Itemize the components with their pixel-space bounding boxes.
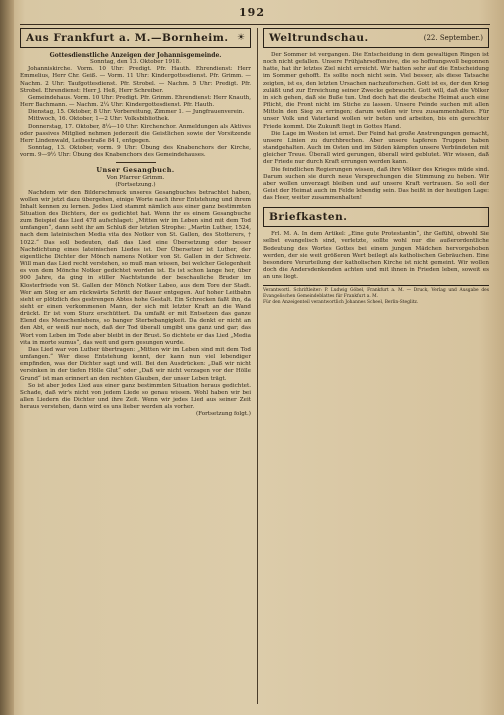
separator <box>116 162 156 163</box>
footer-rule <box>263 285 489 286</box>
mittwoch-announcement: Mittwoch, 16. Oktober, 1—2 Uhr: Volksbibliothek. <box>28 116 170 123</box>
to-be-continued: (Fortsetzung folgt.) <box>195 411 251 418</box>
publisher-footer <box>263 288 489 305</box>
sonntag-announcement: Sonntag, 13. Oktober, vorm. 9 Uhr: Übung des Knabenchors der Kirche, vorm. 9—9½ Uhr: Übung des Knabenchors des Gemeindehauses. <box>20 145 251 159</box>
article-paragraph-3: So ist aber jedes Lied aus einer ganz bestimmten Situation heraus gedichtet. Schade, daß wir's nicht von jedem Liede so genau wissen. Wohl haben wir bei allen Liedern die Dichter und ihre Zeit. Wenn wir jedes Lied aus seiner Zeit heraus verstehen, dann wird es uns lieber werden als vorher. <box>20 382 251 411</box>
world-paragraph-3: Die feindlichen Regierungen wissen, daß ihre Völker des Krieges müde sind. Darum suchen sie durch neue Versprechungen die Stimmung zu heben. Wir aber wollen unverzagt bleiben und auf unsere Kraft vertrauen. So soll der Geist der Heimat auch im Felde lebendig sein. Das heißt in der heutigen Lage: das Heer, weiter zusammenhalten! <box>263 166 489 202</box>
article-author: Von Pfarrer Grimm. <box>106 175 165 182</box>
service-gemeindehaus: Gemeindehaus. Vorm. 10 Uhr: Predigt. Pfr. Grimm. Ehrendienst: Herr Knauth, Herr Bachmann. — Nachm. 2¼ Uhr: Kindergottesdienst. Pfr. Hauth. <box>20 94 251 109</box>
right-column <box>263 28 489 708</box>
donnerstag-announcement: Donnerstag, 17. Oktober, 8¼—10 Uhr: Kirchenchor. Anmeldungen als Aktives oder passives Mitglied nehmen jederzeit die Geistlichen sowie der Vorsitzende Herr Lindenwald, Leibestraße 84 I, entgegen. <box>20 123 251 144</box>
section-header-frankfurt <box>20 28 251 48</box>
article-title: Unser Gesangbuch. <box>96 166 175 175</box>
world-paragraph-1: Der Sommer ist vergangen. Die Entscheidung in dem gewaltigen Ringen ist noch nicht gefallen. Unsere Frühjahrsoffensive, die so hoffnungsvoll begonnen hatte, hat ihr letztes Ziel nicht erreicht. Wir hatten sehr auf die Entscheidung im Sommer gehofft. Es sollte noch nicht sein. Viel besser, als diese Tatsache zeigten, ist es, den letzten Ursachen nachzuforschen. Gott ist es, der den Krieg zuläßt und zur Erreichung seiner Zwecke gebraucht. Gott will, daß die Völker in sich gehen, daß sie Buße tun. Und doch hat die deutsche Heimat auch eine Pflicht, die Front nicht im Stiche zu lassen. Unsere Feinde suchen mit allen Mitteln den Sieg zu erringen; darum wollen wir treu zusammenhalten. Für unser Volk und Vaterland wollen wir beten und arbeiten, bis ein gerechter Friede kommt. Die Zukunft liegt in Gottes Hand. <box>263 52 489 130</box>
service-johanniskirche: Johanniskirche. Vorm. 10 Uhr: Predigt. Pfr. Hauth. Ehrendienst: Herr Emmelius, Herr Chr. Geiß. — Vorm. 11 Uhr: Kindergottesdienst. Pfr. Grimm. — Nachm. 2 Uhr: Taufgottesdienst. Pfr. Strobel. — Nachm. 5 Uhr: Predigt. Pfr. Strobel. Ehrendienst: Herr J. Heß, Herr Schreiber. <box>20 66 251 94</box>
section-header-briefkasten <box>263 207 489 227</box>
section-title: Briefkasten. <box>269 211 348 224</box>
letters-text: Frl. M. A. In dem Artikel: „Eine gute Protestantin“, ihr Gefühl, obwohl Sie selbst evangelisch sind, verletzte, sollte wohl nur die außerordentliche Bedeutung des Wortes Gottes bei einem jungen Mädchen hervorgehoben werden, der sie weit größeren Wert beilegt als katholischen Gebräuchen. Eine besondere Verurteilung der katholischen Kirche ist nicht gemeint. Wir wollen doch die Andersdenkenden achten und mit ihnen in Frieden leben, soweit es an uns liegt. <box>263 231 489 281</box>
column-divider <box>257 28 258 704</box>
footer-line-1: Verantwortl. Schriftleiter: P. Ludwig Göbel, Frankfurt a. M. — Druck, Verlag und Ausgabe des Evangelischen Gemeindeblattes für Frankfurt a. M. <box>263 288 489 299</box>
section-title: Weltrundschau. <box>269 32 369 44</box>
book-binding <box>0 0 14 715</box>
top-rule <box>20 24 490 25</box>
footer-line-2: Für den Anzeigenteil verantwortlich Johannes Scheel, Berlin-Steglitz. <box>263 299 419 305</box>
section-date: (22. September.) <box>423 34 483 42</box>
article-paragraph-2: Das Lied war von Luther übertragen: „Mitten wir im Leben sind mit dem Tod umfangen.“ Wer diese Entstehung kennt, der kann nun viel lebendiger empfinden, was der Dichter sagt und will. Bei den Ausdrücken: „Daß wir nicht versinken in der tiefen Hölle Glut“ oder „Daß wir nicht verzagen vor der Hölle Grund“ ist man erinnert an den rechten Glauben, der unser Leben trägt. <box>20 346 251 382</box>
left-column <box>20 28 251 708</box>
article-continued-marker: (Fortsetzung.) <box>115 182 156 189</box>
sun-ornament-icon: ☀ <box>236 33 245 43</box>
announce-title: Gottesdienstliche Anzeigen der Johannisgemeinde. <box>49 52 222 59</box>
week-announcement: Dienstag, 15. Oktober, 8 Uhr: Vorbereitung, Zimmer 1. — Jungfrauenverein. <box>28 109 245 116</box>
world-paragraph-2: Die Lage im Westen ist ernst. Der Feind hat große Anstrengungen gemacht, unsere Linien zu durchbrechen. Aber unsere tapferen Truppen haben standgehalten. Auch im Osten und im Süden kämpfen unsere Verbündeten mit gleicher Treue. Überall wird gerungen, überall wird geblutet. Wir wissen, daß der Friede nur durch Kraft errungen werden kann. <box>263 130 489 166</box>
section-title: Aus Frankfurt a. M.—Bornheim. <box>26 32 229 44</box>
announce-date: Sonntag, den 13. Oktober 1918. <box>89 59 182 66</box>
section-header-weltrundschau <box>263 28 489 48</box>
article-paragraph-1: Nachdem wir den Bilderschmuck unseres Gesangbuches betrachtet haben, wollen wir jetzt dazu übergehen, einige Worte nach ihrer Entstehung und ihrem Inhalt kennen zu lernen. Jedes Lied stammt nämlich aus einer ganz bestimmten Situation des Dichters, der es gedichtet hat. Wenn ihr es einem Gesangbuche zum Beispiel das Lied 478 aufschlaget: „Mitten wir im Leben sind mit dem Tod umfangen“, dann seht ihr am Schluß der letzten Strophe: „Martin Luther, 1524, nach dem lateinischen Media vita des Notker von St. Gallen, des Stotterers, † 1022.“ Das soll bedeuten, daß das Lied eine Übersetzung oder besser Nachdichtung eines lateinischen Liedes ist. Der Übersetzer ist Luther, der eigentliche Dichter der Mönch namens Notker von St. Gallen in der Schweiz. Will man das Lied recht verstehen, so muß man wissen, bei welcher Gelegenheit es von dem Mönche Notker gedichtet worden ist. Es ist schon lange her, über 900 Jahre, da ging in stiller Nachtstunde der beschauliche Bruder im Klosterfriede von St. Gallen der Mönch Notker Labeo, aus dem Tore der Stadt. Wer am Steg er am rückwärts Schritt der Bauer entgegen. Auf hoher Leitbahn sieht er plötzlich des gestrengen Abtes hohe Gestalt. Ein Schrecken faßt ihn, da sieht er einen verkommenen Mann, der sich mit letzter Kraft an die Wand drückt. Er ist vom Sturz erschüttert. Da umfaßt er mit Entsetzen das ganze Elend des Menschenlebens, so banger Sterbebangigkeit. Da denkt er nicht an den Abt, er weiß nur noch, daß der Tod überall umgibt uns ganz und gar; das Wort vom Leben im Tode aber bleibt in der Brust. So dichtete er das Lied „Media vita in morte sumus“, das weit und gern gesungen wurde. <box>20 189 251 346</box>
page-number: 192 <box>239 6 265 19</box>
